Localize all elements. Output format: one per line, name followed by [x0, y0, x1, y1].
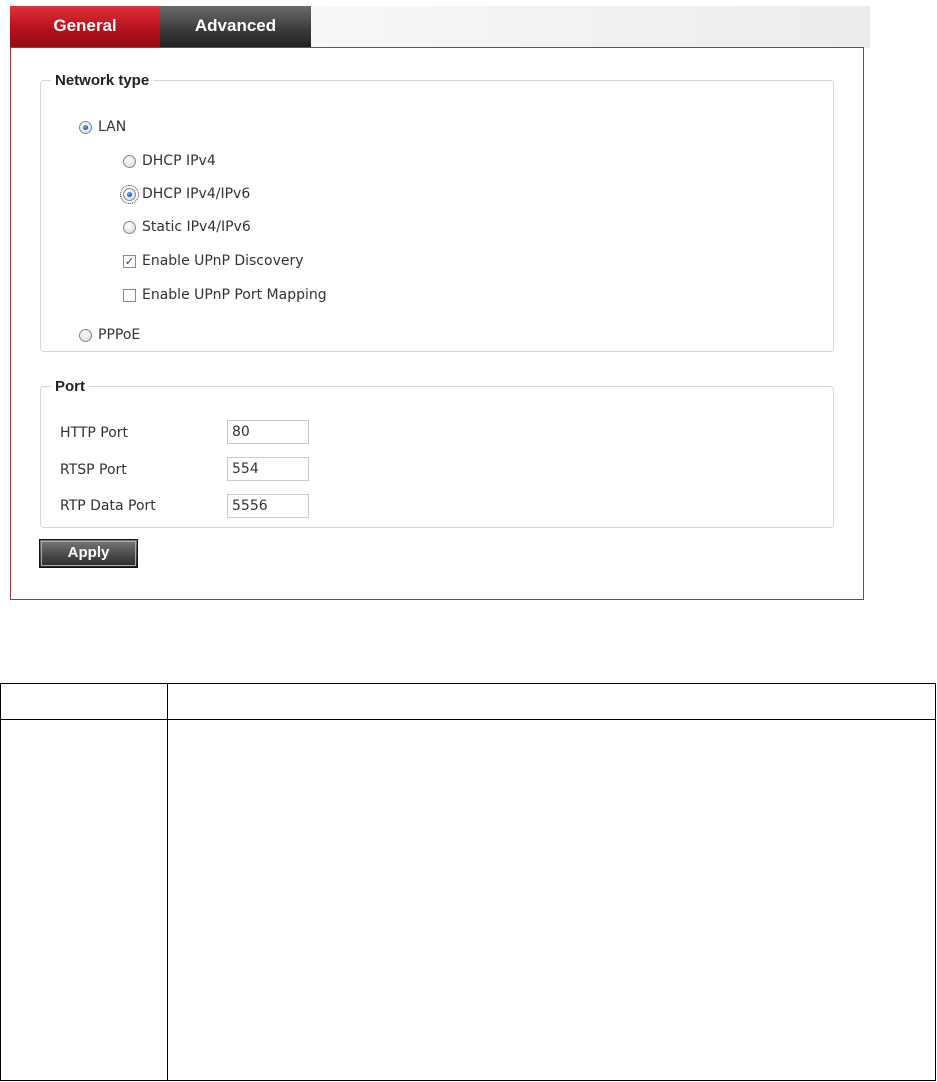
- table-header-cell: [1, 684, 168, 720]
- network-type-group: [40, 72, 834, 352]
- dhcp-ipv4-ipv6-radio[interactable]: [123, 188, 136, 201]
- tab-bar: [10, 6, 870, 48]
- settings-panel: [10, 47, 864, 600]
- document-table: [0, 683, 936, 1081]
- option-static-ipv4-ipv6[interactable]: [123, 219, 251, 235]
- dhcp-ipv4-radio[interactable]: [123, 155, 136, 168]
- pppoe-label: PPPoE: [98, 327, 141, 343]
- static-ipv4-ipv6-label: Static IPv4/IPv6: [142, 219, 251, 235]
- lan-label: LAN: [98, 119, 127, 135]
- table-row: [1, 720, 936, 1081]
- tab-general[interactable]: General: [10, 6, 160, 48]
- rtp-data-port-label: RTP Data Port: [60, 498, 156, 514]
- port-legend: Port: [55, 378, 85, 395]
- table-cell: [1, 720, 168, 1081]
- option-upnp-port-mapping[interactable]: [123, 287, 327, 303]
- apply-button[interactable]: Apply: [39, 539, 138, 568]
- rtsp-port-input[interactable]: [227, 457, 309, 481]
- tab-advanced[interactable]: Advanced: [160, 6, 311, 48]
- option-lan[interactable]: [79, 119, 126, 135]
- option-dhcp-ipv4-ipv6[interactable]: [123, 186, 250, 202]
- lan-radio[interactable]: [79, 121, 92, 134]
- upnp-port-mapping-label: Enable UPnP Port Mapping: [142, 287, 327, 303]
- http-port-input[interactable]: [227, 420, 309, 444]
- upnp-port-mapping-checkbox[interactable]: [123, 289, 136, 302]
- static-ipv4-ipv6-radio[interactable]: [123, 221, 136, 234]
- table-header-cell: [168, 684, 936, 720]
- dhcp-ipv4-label: DHCP IPv4: [142, 153, 216, 169]
- option-upnp-discovery[interactable]: [123, 253, 304, 269]
- rtsp-port-label: RTSP Port: [60, 462, 127, 478]
- dhcp-ipv4-ipv6-label: DHCP IPv4/IPv6: [142, 186, 251, 202]
- table-cell: [168, 720, 936, 1081]
- http-port-label: HTTP Port: [60, 425, 129, 441]
- option-dhcp-ipv4[interactable]: [123, 153, 216, 169]
- table-header-row: [1, 684, 936, 720]
- upnp-discovery-checkbox[interactable]: ✓: [124, 254, 135, 268]
- port-group: [40, 378, 834, 528]
- upnp-discovery-label: Enable UPnP Discovery: [142, 253, 304, 269]
- pppoe-radio[interactable]: [79, 329, 92, 342]
- option-pppoe[interactable]: [79, 327, 140, 343]
- network-type-legend: Network type: [55, 72, 150, 89]
- rtp-data-port-input[interactable]: [227, 494, 309, 518]
